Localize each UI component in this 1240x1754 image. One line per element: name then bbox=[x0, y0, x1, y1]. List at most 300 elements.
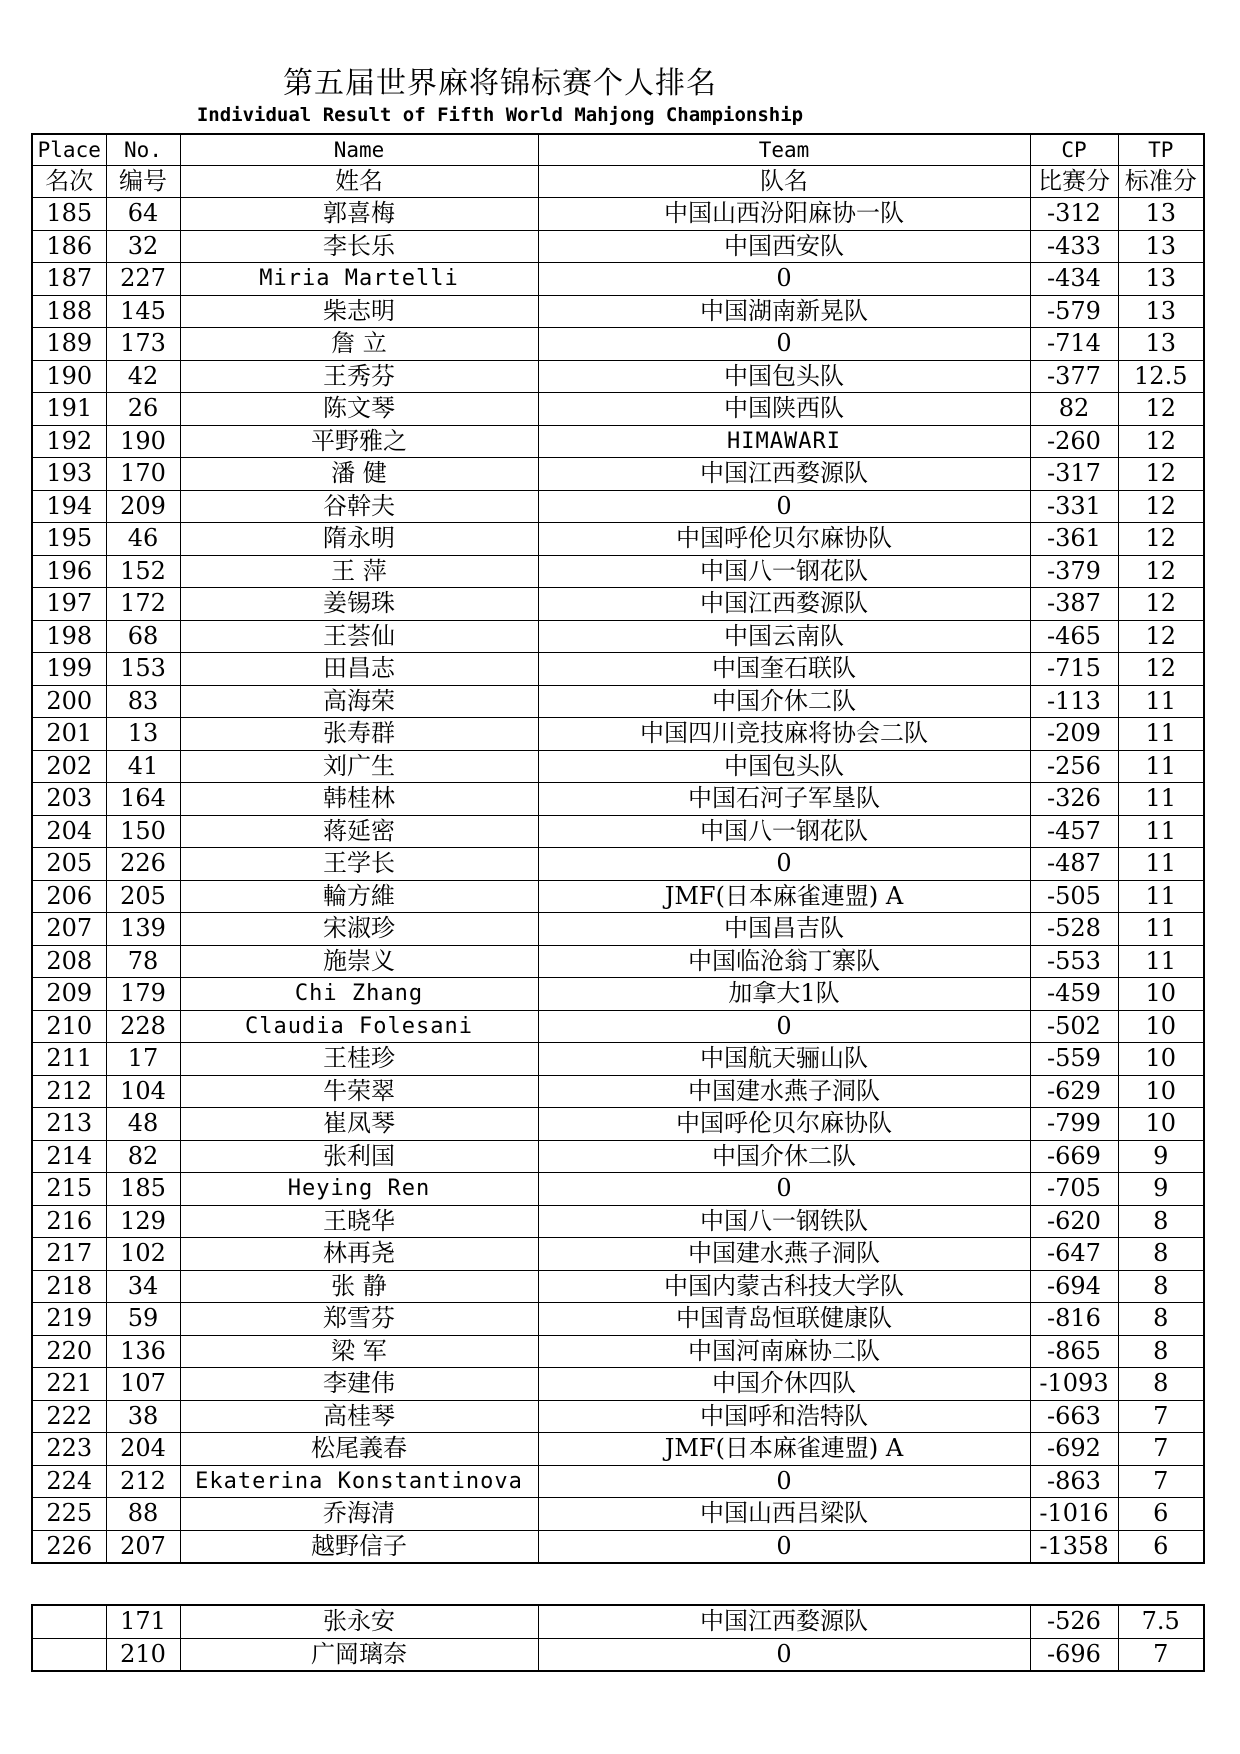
place-cell: 206 bbox=[32, 880, 106, 913]
name-cell: 詹 立 bbox=[180, 328, 538, 361]
table-row bbox=[32, 945, 1204, 978]
name-cell: 隋永明 bbox=[180, 523, 538, 556]
number-cell: 150 bbox=[106, 815, 180, 848]
tp-cell: 12.5 bbox=[1118, 360, 1204, 393]
place-cell: 196 bbox=[32, 555, 106, 588]
tp-cell: 11 bbox=[1118, 880, 1204, 913]
table-row bbox=[32, 1173, 1204, 1206]
tp-cell: 7.5 bbox=[1118, 1605, 1204, 1638]
cp-cell: 82 bbox=[1030, 393, 1118, 426]
name-cell: 林再尧 bbox=[180, 1238, 538, 1271]
table-row bbox=[32, 1140, 1204, 1173]
name-cell: Ekaterina Konstantinova bbox=[180, 1465, 538, 1498]
team-cell: 0 bbox=[538, 1465, 1030, 1498]
name-cell: 宋淑珍 bbox=[180, 913, 538, 946]
tp-cell: 12 bbox=[1118, 393, 1204, 426]
place-cell: 195 bbox=[32, 523, 106, 556]
number-cell: 139 bbox=[106, 913, 180, 946]
table-row bbox=[32, 880, 1204, 913]
team-cell: 中国四川竞技麻将协会二队 bbox=[538, 718, 1030, 751]
table-row bbox=[32, 588, 1204, 621]
cp-cell: -816 bbox=[1030, 1303, 1118, 1336]
cp-cell: -209 bbox=[1030, 718, 1118, 751]
name-cell: 牛荣翠 bbox=[180, 1075, 538, 1108]
place-cell: 224 bbox=[32, 1465, 106, 1498]
table-row bbox=[32, 490, 1204, 523]
name-cell: Chi Zhang bbox=[180, 978, 538, 1011]
place-cell: 192 bbox=[32, 425, 106, 458]
cp-cell: -559 bbox=[1030, 1043, 1118, 1076]
tp-cell: 12 bbox=[1118, 523, 1204, 556]
place-cell: 215 bbox=[32, 1173, 106, 1206]
tp-cell: 10 bbox=[1118, 1108, 1204, 1141]
cp-cell: -317 bbox=[1030, 458, 1118, 491]
place-cell: 189 bbox=[32, 328, 106, 361]
number-cell: 152 bbox=[106, 555, 180, 588]
tp-cell: 6 bbox=[1118, 1530, 1204, 1563]
number-cell: 68 bbox=[106, 620, 180, 653]
place-cell: 213 bbox=[32, 1108, 106, 1141]
place-cell bbox=[32, 1638, 106, 1671]
team-cell: JMF(日本麻雀連盟) A bbox=[538, 1433, 1030, 1466]
place-cell: 216 bbox=[32, 1205, 106, 1238]
place-cell: 201 bbox=[32, 718, 106, 751]
cp-cell: -1358 bbox=[1030, 1530, 1118, 1563]
table-row bbox=[32, 425, 1204, 458]
tp-cell: 6 bbox=[1118, 1498, 1204, 1531]
cp-cell: -433 bbox=[1030, 230, 1118, 263]
name-cell: 王学长 bbox=[180, 848, 538, 881]
cp-cell: -361 bbox=[1030, 523, 1118, 556]
cp-cell: -387 bbox=[1030, 588, 1118, 621]
table-row bbox=[32, 1530, 1204, 1563]
team-cell: 0 bbox=[538, 1173, 1030, 1206]
place-cell: 190 bbox=[32, 360, 106, 393]
tp-cell: 7 bbox=[1118, 1465, 1204, 1498]
place-cell: 197 bbox=[32, 588, 106, 621]
cp-cell: -260 bbox=[1030, 425, 1118, 458]
team-cell: 中国八一钢花队 bbox=[538, 815, 1030, 848]
tp-cell: 7 bbox=[1118, 1638, 1204, 1671]
table-row bbox=[32, 978, 1204, 1011]
tp-cell: 11 bbox=[1118, 945, 1204, 978]
cp-cell: -629 bbox=[1030, 1075, 1118, 1108]
cp-cell: -863 bbox=[1030, 1465, 1118, 1498]
tp-cell: 13 bbox=[1118, 295, 1204, 328]
name-cell: 郑雪芬 bbox=[180, 1303, 538, 1336]
name-cell: 輪方維 bbox=[180, 880, 538, 913]
team-cell: 中国包头队 bbox=[538, 750, 1030, 783]
number-cell: 17 bbox=[106, 1043, 180, 1076]
name-cell: 张 静 bbox=[180, 1270, 538, 1303]
table-row bbox=[32, 1335, 1204, 1368]
results-table bbox=[31, 133, 1205, 1564]
header-name: Name bbox=[180, 134, 538, 166]
header-row-cn bbox=[32, 166, 1204, 198]
place-cell: 222 bbox=[32, 1400, 106, 1433]
team-cell: 中国呼伦贝尔麻协队 bbox=[538, 1108, 1030, 1141]
tp-cell: 11 bbox=[1118, 815, 1204, 848]
table-row bbox=[32, 685, 1204, 718]
team-cell: 0 bbox=[538, 848, 1030, 881]
table-row bbox=[32, 1638, 1204, 1671]
cp-cell: -1093 bbox=[1030, 1368, 1118, 1401]
number-cell: 212 bbox=[106, 1465, 180, 1498]
name-cell: 梁 军 bbox=[180, 1335, 538, 1368]
tp-cell: 13 bbox=[1118, 230, 1204, 263]
cp-cell: -663 bbox=[1030, 1400, 1118, 1433]
place-cell: 214 bbox=[32, 1140, 106, 1173]
tp-cell: 12 bbox=[1118, 620, 1204, 653]
tp-cell: 12 bbox=[1118, 653, 1204, 686]
table-row bbox=[32, 653, 1204, 686]
place-cell: 207 bbox=[32, 913, 106, 946]
number-cell: 46 bbox=[106, 523, 180, 556]
name-cell: 蒋延密 bbox=[180, 815, 538, 848]
place-cell: 198 bbox=[32, 620, 106, 653]
name-cell: 平野雅之 bbox=[180, 425, 538, 458]
table-row bbox=[32, 1465, 1204, 1498]
place-cell: 200 bbox=[32, 685, 106, 718]
team-cell: 中国介休四队 bbox=[538, 1368, 1030, 1401]
number-cell: 172 bbox=[106, 588, 180, 621]
name-cell: 张利国 bbox=[180, 1140, 538, 1173]
cp-cell: -715 bbox=[1030, 653, 1118, 686]
number-cell: 226 bbox=[106, 848, 180, 881]
cp-cell: -326 bbox=[1030, 783, 1118, 816]
table-row bbox=[32, 1368, 1204, 1401]
place-cell: 210 bbox=[32, 1010, 106, 1043]
place-cell: 219 bbox=[32, 1303, 106, 1336]
place-cell: 185 bbox=[32, 198, 106, 231]
place-cell: 218 bbox=[32, 1270, 106, 1303]
unranked-body bbox=[32, 1605, 1204, 1671]
name-cell: 崔凤琴 bbox=[180, 1108, 538, 1141]
cp-cell: -1016 bbox=[1030, 1498, 1118, 1531]
cp-cell: -526 bbox=[1030, 1605, 1118, 1638]
team-cell: 中国八一钢花队 bbox=[538, 555, 1030, 588]
cp-cell: -113 bbox=[1030, 685, 1118, 718]
table-row bbox=[32, 360, 1204, 393]
cp-cell: -502 bbox=[1030, 1010, 1118, 1043]
team-cell: 0 bbox=[538, 328, 1030, 361]
tp-cell: 13 bbox=[1118, 198, 1204, 231]
number-cell: 136 bbox=[106, 1335, 180, 1368]
team-cell: 加拿大1队 bbox=[538, 978, 1030, 1011]
table-row bbox=[32, 1303, 1204, 1336]
name-cell: 谷幹夫 bbox=[180, 490, 538, 523]
place-cell: 208 bbox=[32, 945, 106, 978]
cp-cell: -459 bbox=[1030, 978, 1118, 1011]
place-cell: 203 bbox=[32, 783, 106, 816]
table-row bbox=[32, 783, 1204, 816]
cp-cell: -379 bbox=[1030, 555, 1118, 588]
tp-cell: 8 bbox=[1118, 1335, 1204, 1368]
team-cell: 中国云南队 bbox=[538, 620, 1030, 653]
name-cell: Claudia Folesani bbox=[180, 1010, 538, 1043]
tp-cell: 10 bbox=[1118, 1010, 1204, 1043]
team-cell: 中国河南麻协二队 bbox=[538, 1335, 1030, 1368]
place-cell: 205 bbox=[32, 848, 106, 881]
number-cell: 59 bbox=[106, 1303, 180, 1336]
team-cell: 中国青岛恒联健康队 bbox=[538, 1303, 1030, 1336]
tp-cell: 7 bbox=[1118, 1400, 1204, 1433]
name-cell: 高桂琴 bbox=[180, 1400, 538, 1433]
team-cell: 中国山西吕梁队 bbox=[538, 1498, 1030, 1531]
number-cell: 204 bbox=[106, 1433, 180, 1466]
team-cell: 中国内蒙古科技大学队 bbox=[538, 1270, 1030, 1303]
number-cell: 41 bbox=[106, 750, 180, 783]
name-cell: 韩桂林 bbox=[180, 783, 538, 816]
number-cell: 205 bbox=[106, 880, 180, 913]
place-cell: 194 bbox=[32, 490, 106, 523]
number-cell: 171 bbox=[106, 1605, 180, 1638]
cp-cell: -669 bbox=[1030, 1140, 1118, 1173]
header-tp: TP bbox=[1118, 134, 1204, 166]
name-cell: 刘广生 bbox=[180, 750, 538, 783]
team-cell: 中国包头队 bbox=[538, 360, 1030, 393]
team-cell: 中国建水燕子洞队 bbox=[538, 1075, 1030, 1108]
name-cell: 越野信子 bbox=[180, 1530, 538, 1563]
number-cell: 209 bbox=[106, 490, 180, 523]
tp-cell: 7 bbox=[1118, 1433, 1204, 1466]
place-cell: 199 bbox=[32, 653, 106, 686]
header-team-cn: 队名 bbox=[538, 166, 1030, 198]
cp-cell: -694 bbox=[1030, 1270, 1118, 1303]
tp-cell: 10 bbox=[1118, 978, 1204, 1011]
team-cell: 中国江西婺源队 bbox=[538, 1605, 1030, 1638]
tp-cell: 12 bbox=[1118, 458, 1204, 491]
place-cell: 191 bbox=[32, 393, 106, 426]
table-row bbox=[32, 1400, 1204, 1433]
name-cell: 王晓华 bbox=[180, 1205, 538, 1238]
header-no-cn: 编号 bbox=[106, 166, 180, 198]
cp-cell: -692 bbox=[1030, 1433, 1118, 1466]
team-cell: 中国江西婺源队 bbox=[538, 458, 1030, 491]
team-cell: 0 bbox=[538, 1530, 1030, 1563]
tp-cell: 12 bbox=[1118, 425, 1204, 458]
place-cell: 226 bbox=[32, 1530, 106, 1563]
name-cell: 李建伟 bbox=[180, 1368, 538, 1401]
tp-cell: 11 bbox=[1118, 848, 1204, 881]
tp-cell: 12 bbox=[1118, 588, 1204, 621]
name-cell: 王荟仙 bbox=[180, 620, 538, 653]
team-cell: 0 bbox=[538, 490, 1030, 523]
number-cell: 185 bbox=[106, 1173, 180, 1206]
cp-cell: -714 bbox=[1030, 328, 1118, 361]
team-cell: 中国呼和浩特队 bbox=[538, 1400, 1030, 1433]
table-row bbox=[32, 750, 1204, 783]
table-row bbox=[32, 815, 1204, 848]
header-team: Team bbox=[538, 134, 1030, 166]
tp-cell: 11 bbox=[1118, 783, 1204, 816]
tp-cell: 8 bbox=[1118, 1368, 1204, 1401]
place-cell: 188 bbox=[32, 295, 106, 328]
table-row bbox=[32, 1205, 1204, 1238]
cp-cell: -579 bbox=[1030, 295, 1118, 328]
number-cell: 64 bbox=[106, 198, 180, 231]
team-cell: 中国陕西队 bbox=[538, 393, 1030, 426]
number-cell: 48 bbox=[106, 1108, 180, 1141]
number-cell: 170 bbox=[106, 458, 180, 491]
number-cell: 210 bbox=[106, 1638, 180, 1671]
table-row bbox=[32, 523, 1204, 556]
cp-cell: -256 bbox=[1030, 750, 1118, 783]
header-place: Place bbox=[32, 134, 106, 166]
name-cell: 王 萍 bbox=[180, 555, 538, 588]
name-cell: 柴志明 bbox=[180, 295, 538, 328]
number-cell: 78 bbox=[106, 945, 180, 978]
number-cell: 83 bbox=[106, 685, 180, 718]
place-cell: 221 bbox=[32, 1368, 106, 1401]
name-cell: 广岡璃奈 bbox=[180, 1638, 538, 1671]
team-cell: 0 bbox=[538, 263, 1030, 296]
tp-cell: 12 bbox=[1118, 490, 1204, 523]
place-cell: 212 bbox=[32, 1075, 106, 1108]
team-cell: 中国呼伦贝尔麻协队 bbox=[538, 523, 1030, 556]
number-cell: 227 bbox=[106, 263, 180, 296]
number-cell: 153 bbox=[106, 653, 180, 686]
name-cell: 王桂珍 bbox=[180, 1043, 538, 1076]
tp-cell: 11 bbox=[1118, 718, 1204, 751]
cp-cell: -799 bbox=[1030, 1108, 1118, 1141]
cp-cell: -705 bbox=[1030, 1173, 1118, 1206]
team-cell: 中国西安队 bbox=[538, 230, 1030, 263]
cp-cell: -487 bbox=[1030, 848, 1118, 881]
number-cell: 88 bbox=[106, 1498, 180, 1531]
tp-cell: 8 bbox=[1118, 1238, 1204, 1271]
number-cell: 145 bbox=[106, 295, 180, 328]
page-subtitle: Individual Result of Fifth World Mahjong Championship bbox=[196, 104, 804, 126]
name-cell: 郭喜梅 bbox=[180, 198, 538, 231]
name-cell: 陈文琴 bbox=[180, 393, 538, 426]
team-cell: 中国江西婺源队 bbox=[538, 588, 1030, 621]
number-cell: 42 bbox=[106, 360, 180, 393]
number-cell: 207 bbox=[106, 1530, 180, 1563]
table-row bbox=[32, 1498, 1204, 1531]
cp-cell: -434 bbox=[1030, 263, 1118, 296]
table-row bbox=[32, 1433, 1204, 1466]
number-cell: 104 bbox=[106, 1075, 180, 1108]
table-row bbox=[32, 230, 1204, 263]
tp-cell: 13 bbox=[1118, 328, 1204, 361]
team-cell: 中国航天骊山队 bbox=[538, 1043, 1030, 1076]
team-cell: 中国介休二队 bbox=[538, 1140, 1030, 1173]
name-cell: 乔海清 bbox=[180, 1498, 538, 1531]
number-cell: 38 bbox=[106, 1400, 180, 1433]
table-row bbox=[32, 1010, 1204, 1043]
cp-cell: -377 bbox=[1030, 360, 1118, 393]
table-row bbox=[32, 620, 1204, 653]
cp-cell: -647 bbox=[1030, 1238, 1118, 1271]
place-cell: 225 bbox=[32, 1498, 106, 1531]
table-row bbox=[32, 555, 1204, 588]
header-cp-cn: 比赛分 bbox=[1030, 166, 1118, 198]
name-cell: 潘 健 bbox=[180, 458, 538, 491]
place-cell: 187 bbox=[32, 263, 106, 296]
place-cell: 220 bbox=[32, 1335, 106, 1368]
tp-cell: 11 bbox=[1118, 750, 1204, 783]
name-cell: 张寿群 bbox=[180, 718, 538, 751]
place-cell: 193 bbox=[32, 458, 106, 491]
cp-cell: -620 bbox=[1030, 1205, 1118, 1238]
number-cell: 164 bbox=[106, 783, 180, 816]
number-cell: 13 bbox=[106, 718, 180, 751]
header-row-en bbox=[32, 134, 1204, 166]
team-cell: 中国八一钢铁队 bbox=[538, 1205, 1030, 1238]
team-cell: HIMAWARI bbox=[538, 425, 1030, 458]
table-row bbox=[32, 1270, 1204, 1303]
cp-cell: -553 bbox=[1030, 945, 1118, 978]
table-row bbox=[32, 393, 1204, 426]
results-body bbox=[32, 198, 1204, 1564]
header-name-cn: 姓名 bbox=[180, 166, 538, 198]
table-row bbox=[32, 1238, 1204, 1271]
table-row bbox=[32, 198, 1204, 231]
team-cell: JMF(日本麻雀連盟) A bbox=[538, 880, 1030, 913]
number-cell: 34 bbox=[106, 1270, 180, 1303]
cp-cell: -505 bbox=[1030, 880, 1118, 913]
team-cell: 中国昌吉队 bbox=[538, 913, 1030, 946]
name-cell: 高海荣 bbox=[180, 685, 538, 718]
table-row bbox=[32, 458, 1204, 491]
tp-cell: 10 bbox=[1118, 1043, 1204, 1076]
name-cell: 李长乐 bbox=[180, 230, 538, 263]
place-cell: 209 bbox=[32, 978, 106, 1011]
name-cell: Miria Martelli bbox=[180, 263, 538, 296]
cp-cell: -312 bbox=[1030, 198, 1118, 231]
number-cell: 179 bbox=[106, 978, 180, 1011]
number-cell: 173 bbox=[106, 328, 180, 361]
name-cell: 王秀芬 bbox=[180, 360, 538, 393]
table-row bbox=[32, 1605, 1204, 1638]
team-cell: 中国山西汾阳麻协一队 bbox=[538, 198, 1030, 231]
place-cell bbox=[32, 1605, 106, 1638]
name-cell: 张永安 bbox=[180, 1605, 538, 1638]
number-cell: 107 bbox=[106, 1368, 180, 1401]
name-cell: 田昌志 bbox=[180, 653, 538, 686]
header-place-cn: 名次 bbox=[32, 166, 106, 198]
cp-cell: -865 bbox=[1030, 1335, 1118, 1368]
place-cell: 204 bbox=[32, 815, 106, 848]
unranked-table bbox=[31, 1604, 1205, 1672]
table-row bbox=[32, 913, 1204, 946]
team-cell: 0 bbox=[538, 1010, 1030, 1043]
place-cell: 211 bbox=[32, 1043, 106, 1076]
table-row bbox=[32, 1108, 1204, 1141]
header-tp-cn: 标准分 bbox=[1118, 166, 1204, 198]
table-row bbox=[32, 263, 1204, 296]
table-row bbox=[32, 295, 1204, 328]
table-row bbox=[32, 848, 1204, 881]
place-cell: 202 bbox=[32, 750, 106, 783]
place-cell: 186 bbox=[32, 230, 106, 263]
tp-cell: 11 bbox=[1118, 913, 1204, 946]
tp-cell: 8 bbox=[1118, 1303, 1204, 1336]
number-cell: 82 bbox=[106, 1140, 180, 1173]
number-cell: 26 bbox=[106, 393, 180, 426]
page-title: 第五届世界麻将锦标赛个人排名 bbox=[283, 66, 717, 101]
name-cell: 姜锡珠 bbox=[180, 588, 538, 621]
name-cell: 施崇义 bbox=[180, 945, 538, 978]
header-no: No. bbox=[106, 134, 180, 166]
place-cell: 217 bbox=[32, 1238, 106, 1271]
cp-cell: -331 bbox=[1030, 490, 1118, 523]
number-cell: 32 bbox=[106, 230, 180, 263]
cp-cell: -465 bbox=[1030, 620, 1118, 653]
number-cell: 129 bbox=[106, 1205, 180, 1238]
team-cell: 中国湖南新晃队 bbox=[538, 295, 1030, 328]
